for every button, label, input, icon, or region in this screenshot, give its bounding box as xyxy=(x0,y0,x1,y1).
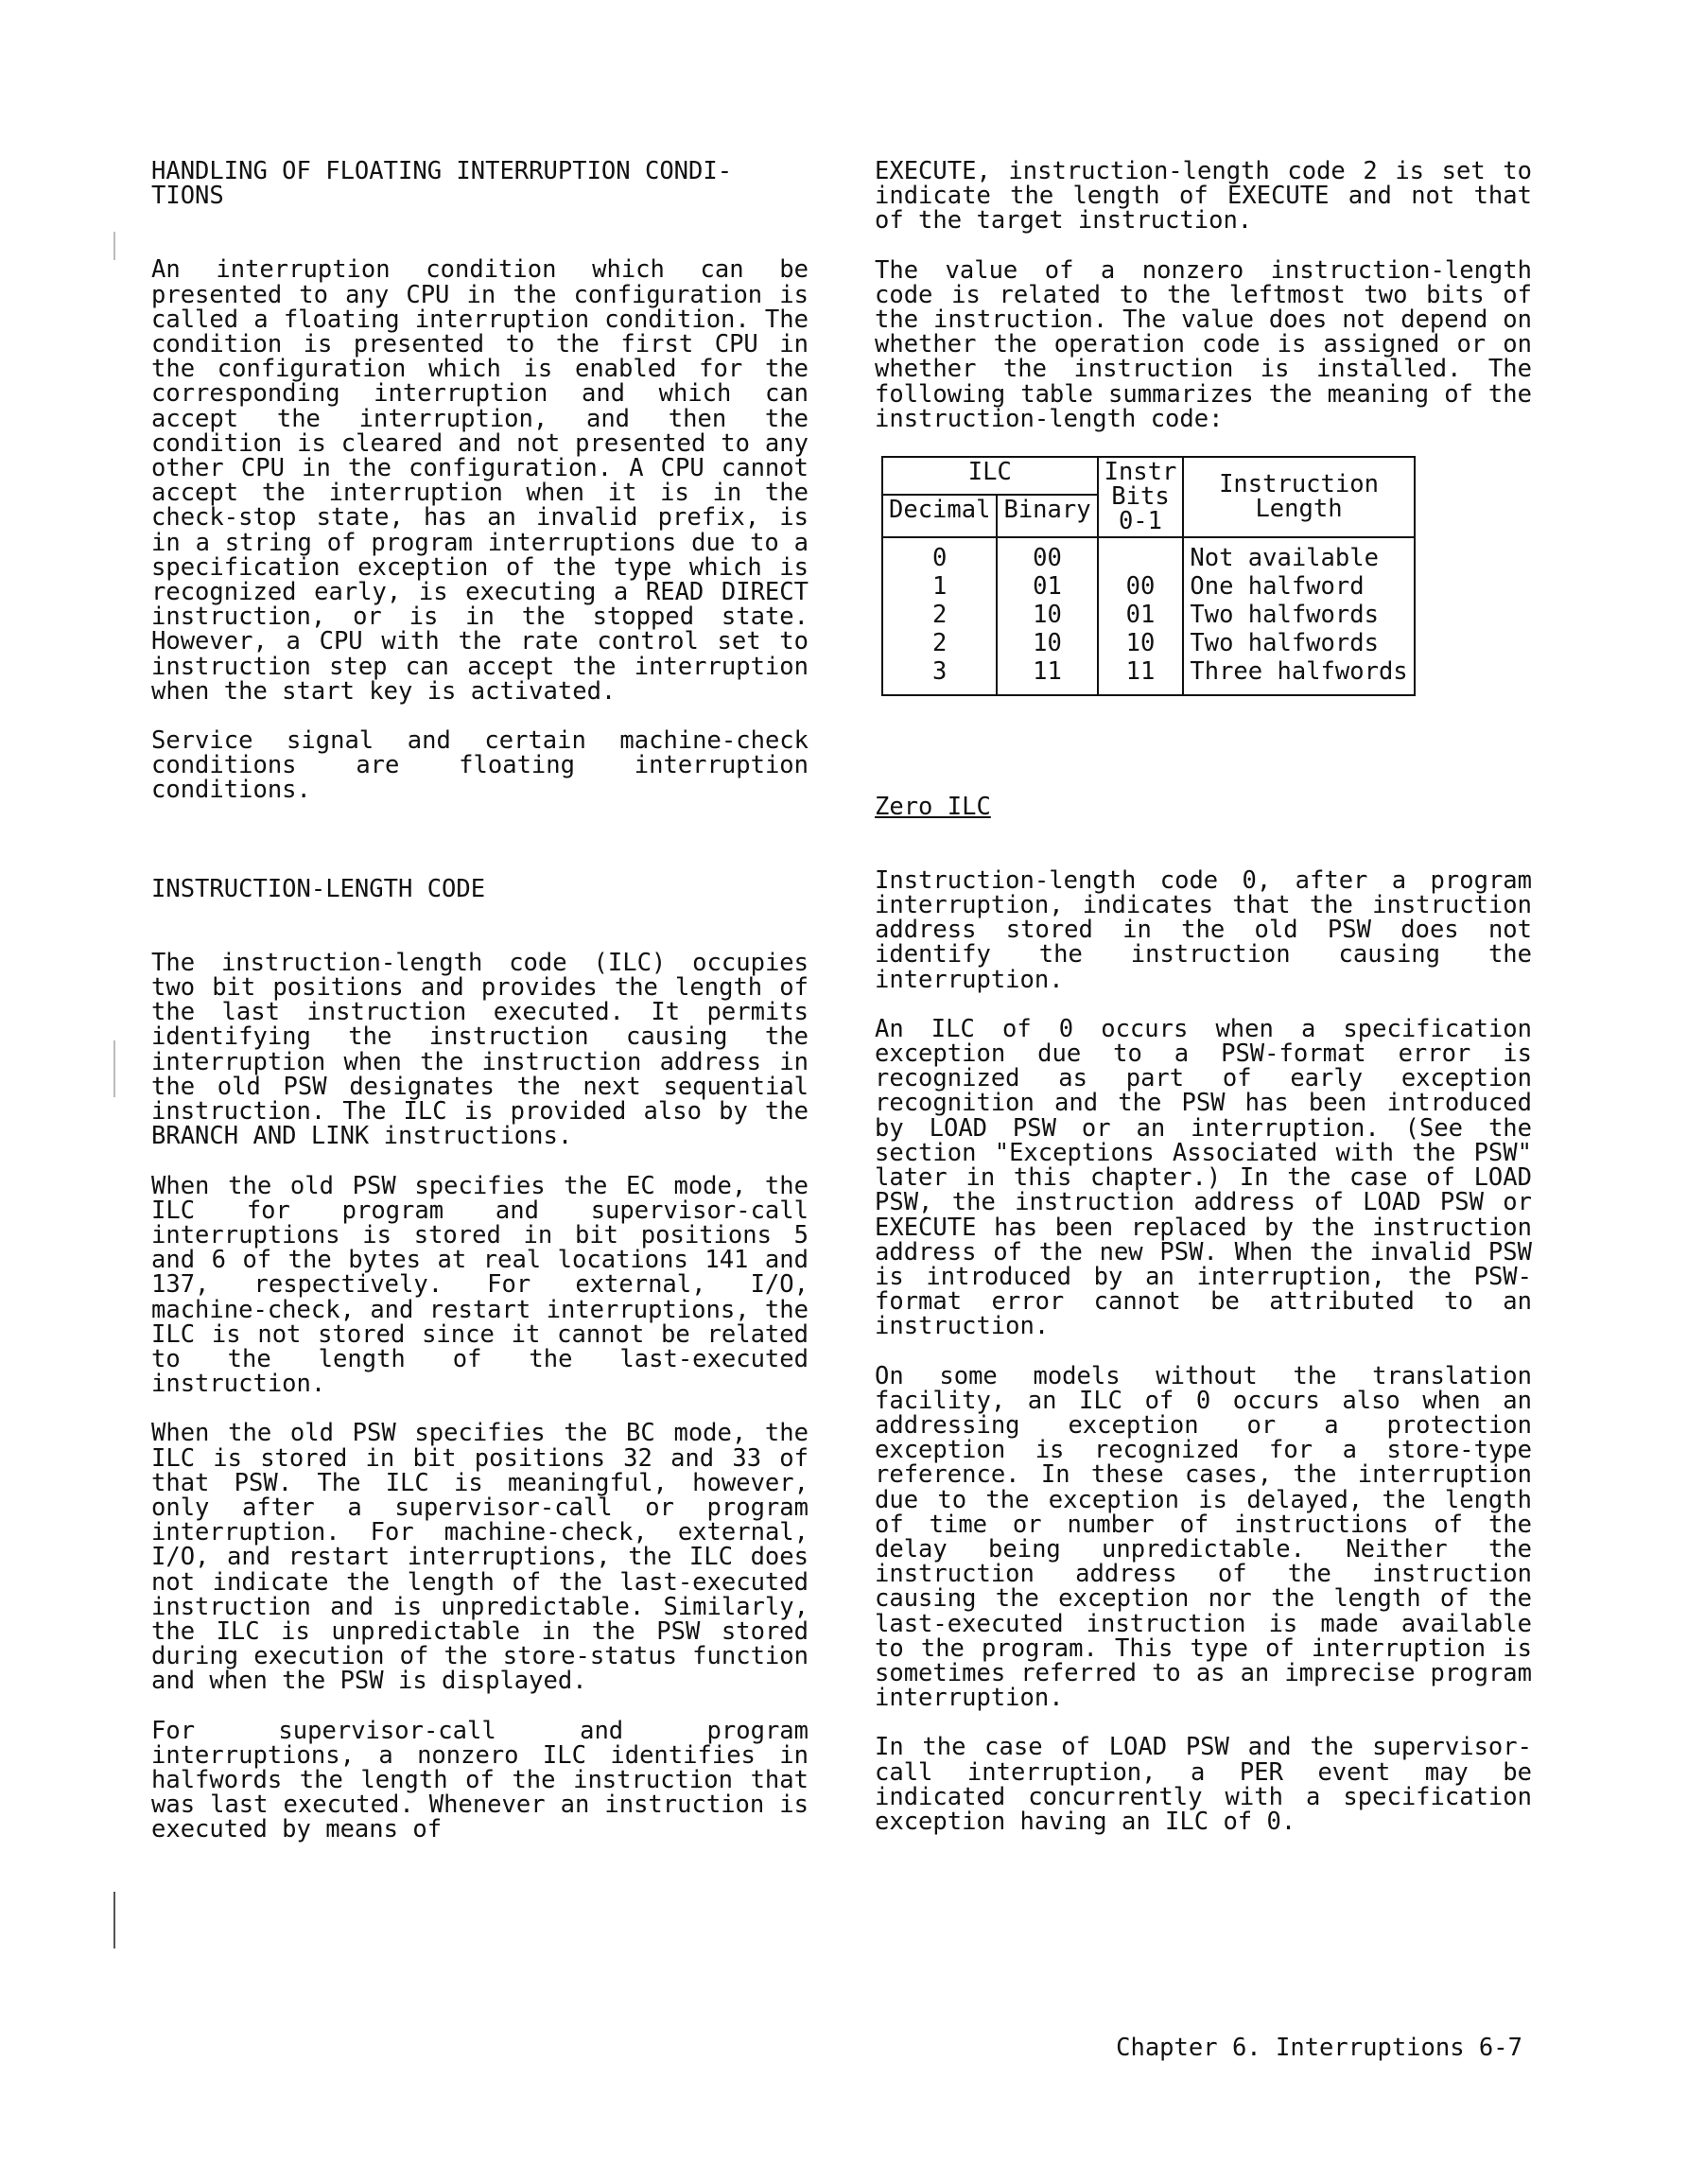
table-row xyxy=(882,657,1415,694)
section-heading-ilc: INSTRUCTION-LENGTH CODE xyxy=(151,874,486,903)
table-header-binary: Binary xyxy=(997,495,1097,537)
paragraph: The instruction-length code (ILC) occupies two bit positions and provides the length of the last instruction executed. It permits identifying the instruction causing the interruption when the instruction address in the old PSW designates the next sequential instruction. The ILC is provided also by the BRANCH AND LINK instructions. xyxy=(151,948,809,1151)
table-row xyxy=(882,629,1415,657)
paragraph: An interruption condition which can be presented to any CPU in the configuration is called a floating interruption condition. The condition is presented to the first CPU in the configuration which is enabled for the corresponding interruption and which can accept the interruption, and then the condition is cleared and not presented to any other CPU in the configuration. A CPU cannot accept the interruption when it is in the check-stop state, has an invalid prefix, is in a string of program interruptions due to a specification exception of the type which is recognized early, is executing a READ DIRECT instruction, or is in the stopped state. However, a CPU with the rate control set to instruction step can accept the interruption when the start key is activated. xyxy=(151,255,809,706)
paragraph: EXECUTE, instruction-length code 2 is set to indicate the length of EXECUTE and not that of the target instruction. xyxy=(875,157,1532,236)
heading-line: TIONS xyxy=(151,182,224,211)
table-header-instr-bits: Instr Bits 0-1 xyxy=(1098,457,1184,537)
table-row xyxy=(882,572,1415,601)
cell-binary: 01 xyxy=(997,572,1097,601)
table-header-decimal: Decimal xyxy=(882,495,997,537)
cell-bits: 00 xyxy=(1098,572,1184,601)
cell-bits: 11 xyxy=(1098,657,1184,694)
table-header-length: Instruction Length xyxy=(1183,457,1414,537)
section-heading-floating xyxy=(151,157,809,211)
cell-binary: 10 xyxy=(997,601,1097,629)
cell-bits xyxy=(1098,537,1184,572)
table-group-header: ILC xyxy=(882,457,1098,495)
heading-line: HANDLING OF FLOATING INTERRUPTION CONDI- xyxy=(151,157,733,185)
table-row xyxy=(882,601,1415,629)
cell-bits: 10 xyxy=(1098,629,1184,657)
page-footer: Chapter 6. Interruptions 6-7 xyxy=(1116,2034,1522,2062)
paragraph: An ILC of 0 occurs when a specification exception due to a PSW-format error is recognized as part of early exception recognition and the PSW has been introduced by LOAD PSW or an interruption. (See the section "Exceptions Associated with the PSW" later in this chapter.) In the case of LOAD PSW, the instruction address of LOAD PSW or EXECUTE has been replaced by the instruction address of the new PSW. When the invalid PSW is introduced by an interruption, the PSW-format error cannot be attributed to an instruction. xyxy=(875,1014,1532,1341)
paragraph: The value of a nonzero instruction-length code is related to the leftmost two bits of the instruction. The value does not depend on whether the operation code is assigned or on whether the instruction is installed. The following table summarizes the meaning of the instruction-length code: xyxy=(875,255,1532,433)
paragraph: When the old PSW specifies the EC mode, the ILC for program and supervisor-call interruptions is stored in bit positions 5 and 6 of the bytes at real locations 141 and 137, respectively. For external, I/O, machine-check, and restart interruptions, the ILC is not stored since it cannot be related to the length of the last-executed instruction. xyxy=(151,1171,809,1399)
paragraph: For supervisor-call and program interruptions, a nonzero ILC identifies in halfwords the length of the instruction that was last executed. Whenever an instruction is executed by means of xyxy=(151,1716,809,1844)
cell-decimal: 3 xyxy=(882,657,997,694)
cell-length: Three halfwords xyxy=(1183,657,1414,694)
cell-length: Not available xyxy=(1183,537,1414,572)
sub-heading-zero-ilc: Zero ILC xyxy=(875,792,991,821)
cell-decimal: 1 xyxy=(882,572,997,601)
paragraph: Instruction-length code 0, after a program interruption, indicates that the instruction address stored in the old PSW does not identify the instruction causing the interruption. xyxy=(875,865,1532,994)
cell-binary: 10 xyxy=(997,629,1097,657)
cell-bits: 01 xyxy=(1098,601,1184,629)
margin-mark xyxy=(113,232,115,260)
right-column xyxy=(875,159,1532,1859)
left-column xyxy=(151,159,809,1867)
paragraph: Service signal and certain machine-check conditions are floating interruption conditions. xyxy=(151,726,809,805)
cell-decimal: 2 xyxy=(882,629,997,657)
margin-mark xyxy=(113,1892,115,1948)
cell-decimal: 0 xyxy=(882,537,997,572)
table-row xyxy=(882,537,1415,572)
cell-length: One halfword xyxy=(1183,572,1414,601)
cell-length: Two halfwords xyxy=(1183,629,1414,657)
cell-binary: 11 xyxy=(997,657,1097,694)
paragraph: On some models without the translation facility, an ILC of 0 occurs also when an addressing exception or a protection exception is recognized for a store-type reference. In these cases, the interruption due to the exception is delayed, the length of time or number of instructions of the delay being unpredictable. Neither the instruction address of the instruction causing the exception nor the length of the last-executed instruction is made available to the program. This type of interruption is sometimes referred to as an imprecise program interruption. xyxy=(875,1361,1532,1713)
ilc-table xyxy=(881,456,1416,696)
cell-length: Two halfwords xyxy=(1183,601,1414,629)
paragraph: When the old PSW specifies the BC mode, the ILC is stored in bit positions 32 and 33 of that PSW. The ILC is meaningful, however, only after a supervisor-call or program interruption. For machine-check, external, I/O, and restart interruptions, the ILC does not indicate the length of the last-executed instruction and is unpredictable. Similarly, the ILC is unpredictable in the PSW stored during execution of the store-status function and when the PSW is displayed. xyxy=(151,1419,809,1696)
cell-binary: 00 xyxy=(997,537,1097,572)
paragraph: In the case of LOAD PSW and the supervisor-call interruption, a PER event may be indicated concurrently with a specification exception having an ILC of 0. xyxy=(875,1733,1532,1836)
margin-mark xyxy=(113,1040,115,1097)
cell-decimal: 2 xyxy=(882,601,997,629)
